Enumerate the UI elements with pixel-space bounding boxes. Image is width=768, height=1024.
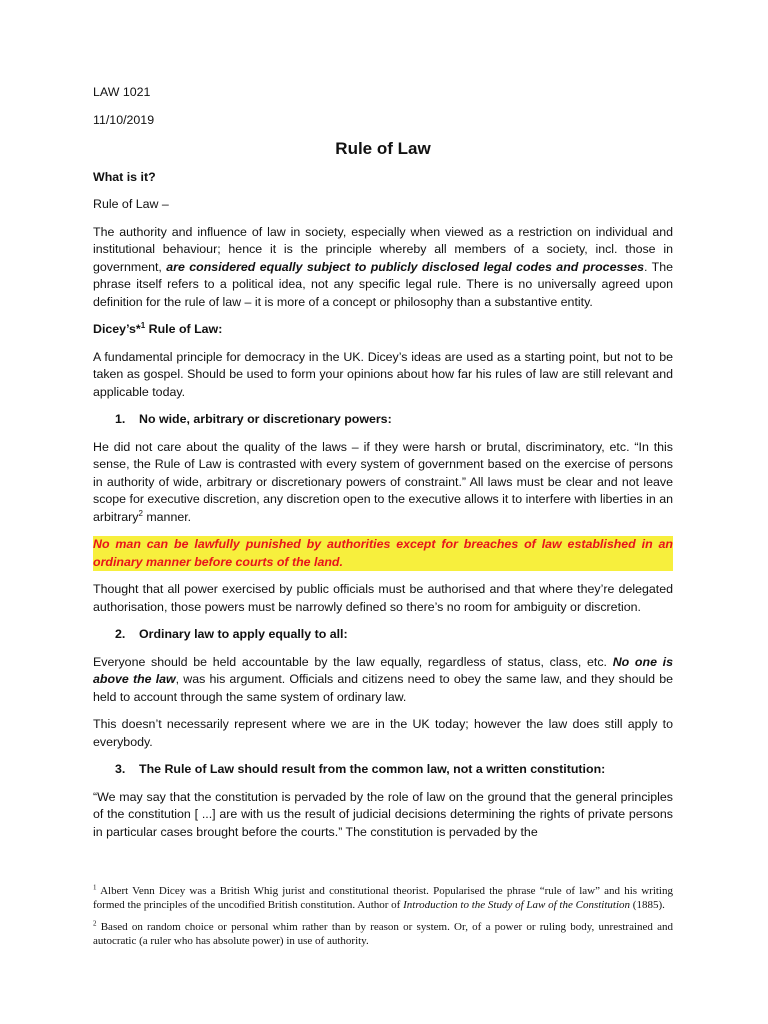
definition-text-cont: . The phrase itself refers to a political idea, not any specific legal rule. There is no universally agreed upon definition for the rule of law – it is more of a concept or philosophy than a substantive entity. [93,259,673,309]
list-number: 3. [115,762,126,776]
list-number: 2. [115,627,126,641]
highlighted-quote: No man can be lawfully punished by authorities except for breaches of law established in an ordinary manner before courts of the land. [93,536,673,571]
dicey-heading-text: Dicey’s* [93,322,141,336]
list-item-text: Ordinary law to apply equally to all: [139,627,348,641]
document-body [93,84,673,851]
list-item-text: The Rule of Law should result from the common law, not a written constitution: [139,762,606,776]
definition-emphasis: are considered equally subject to publicly disclosed legal codes and processes [166,259,645,274]
question-heading: What is it? [93,169,156,184]
list-item-1 [115,411,673,429]
uk-today-paragraph: This doesn’t necessarily represent where we are in the UK today; however the law does still apply to everybody. [93,717,673,749]
list-item-2 [115,626,673,644]
definition-paragraph [93,224,673,312]
constitution-paragraph: “We may say that the constitution is pervaded by the role of law on the ground that the general principles of the constitution [ ...] are with us the result of judicial decisions determining the rights of private persons in particular cases brought before the courts.” The constitution is pervaded by the [93,789,673,839]
footnote-text: Albert Venn Dicey was a British Whig jurist and constitutional theorist. Popularised the phrase “rule of law” and his writing formed the principles of the uncodified British constitution. Author of [93,885,673,911]
course-code: LAW 1021 [93,85,151,99]
footnote-text-cont: (1885). [630,899,665,911]
list-item-3 [115,761,673,779]
rule-of-law-label: Rule of Law – [93,197,169,211]
equality-emphasis: No one is above the law [93,654,673,686]
footnote-1 [93,884,673,912]
dicey-heading-text-cont: Rule of Law: [145,322,223,336]
public-officials-paragraph: Thought that all power exercised by public officials must be authorised and that where they’re delegated authorisation, those powers must be narrowly defined so there’s no room for ambiguity or discretion. [93,582,673,614]
footnote-marker: 1 [93,883,97,892]
footnote-text: Based on random choice or personal whim rather than by reason or system. Or, of a power or ruling body, unrestrained and autocratic (a ruler who has absolute power) in use of authority. [93,921,673,947]
discretion-paragraph [93,439,673,527]
book-title: Introduction to the Study of Law of the Constitution [403,899,631,911]
footnote-marker: 2 [93,919,97,928]
equality-paragraph [93,654,673,707]
discretion-text: He did not care about the quality of the laws – if they were harsh or brutal, discriminatory, etc. “In this sense, the Rule of Law is contrasted with every system of government based on the exercise of persons in authority of wide, arbitrary or discretionary powers of constraint.” All laws must be clear and not leave scope for executive discretion, any discretion open to the executive allows it to interfere with liberties in an arbitrary [93,439,673,524]
footnote-ref-2: 2 [138,508,143,518]
equality-text-cont: , was his argument. Officials and citizens need to obey the same law, and they should be held to account through the same system of ordinary law. [93,672,673,704]
dicey-intro-paragraph: A fundamental principle for democracy in the UK. Dicey’s ideas are used as a starting point, but not to be taken as gospel. Should be used to form your opinions about how far his rules of law are still relevant and applicable today. [93,349,673,399]
list-item-text: No wide, arbitrary or discretionary powers: [139,412,392,426]
footnotes [93,884,673,956]
equality-text: Everyone should be held accountable by the law equally, regardless of status, class, etc. [93,654,608,669]
footnote-ref-1: 1 [140,320,146,330]
footnote-2 [93,920,673,948]
list-number: 1. [115,412,126,426]
document-date: 11/10/2019 [93,112,155,127]
discretion-text-cont: manner. [142,509,192,524]
dicey-heading [93,321,673,339]
page-title: Rule of Law [335,139,431,158]
definition-text: The authority and influence of law in society, especially when viewed as a restriction on individual and institutional behaviour; hence it is the principle whereby all members of a society, incl. those in government, [93,224,673,274]
